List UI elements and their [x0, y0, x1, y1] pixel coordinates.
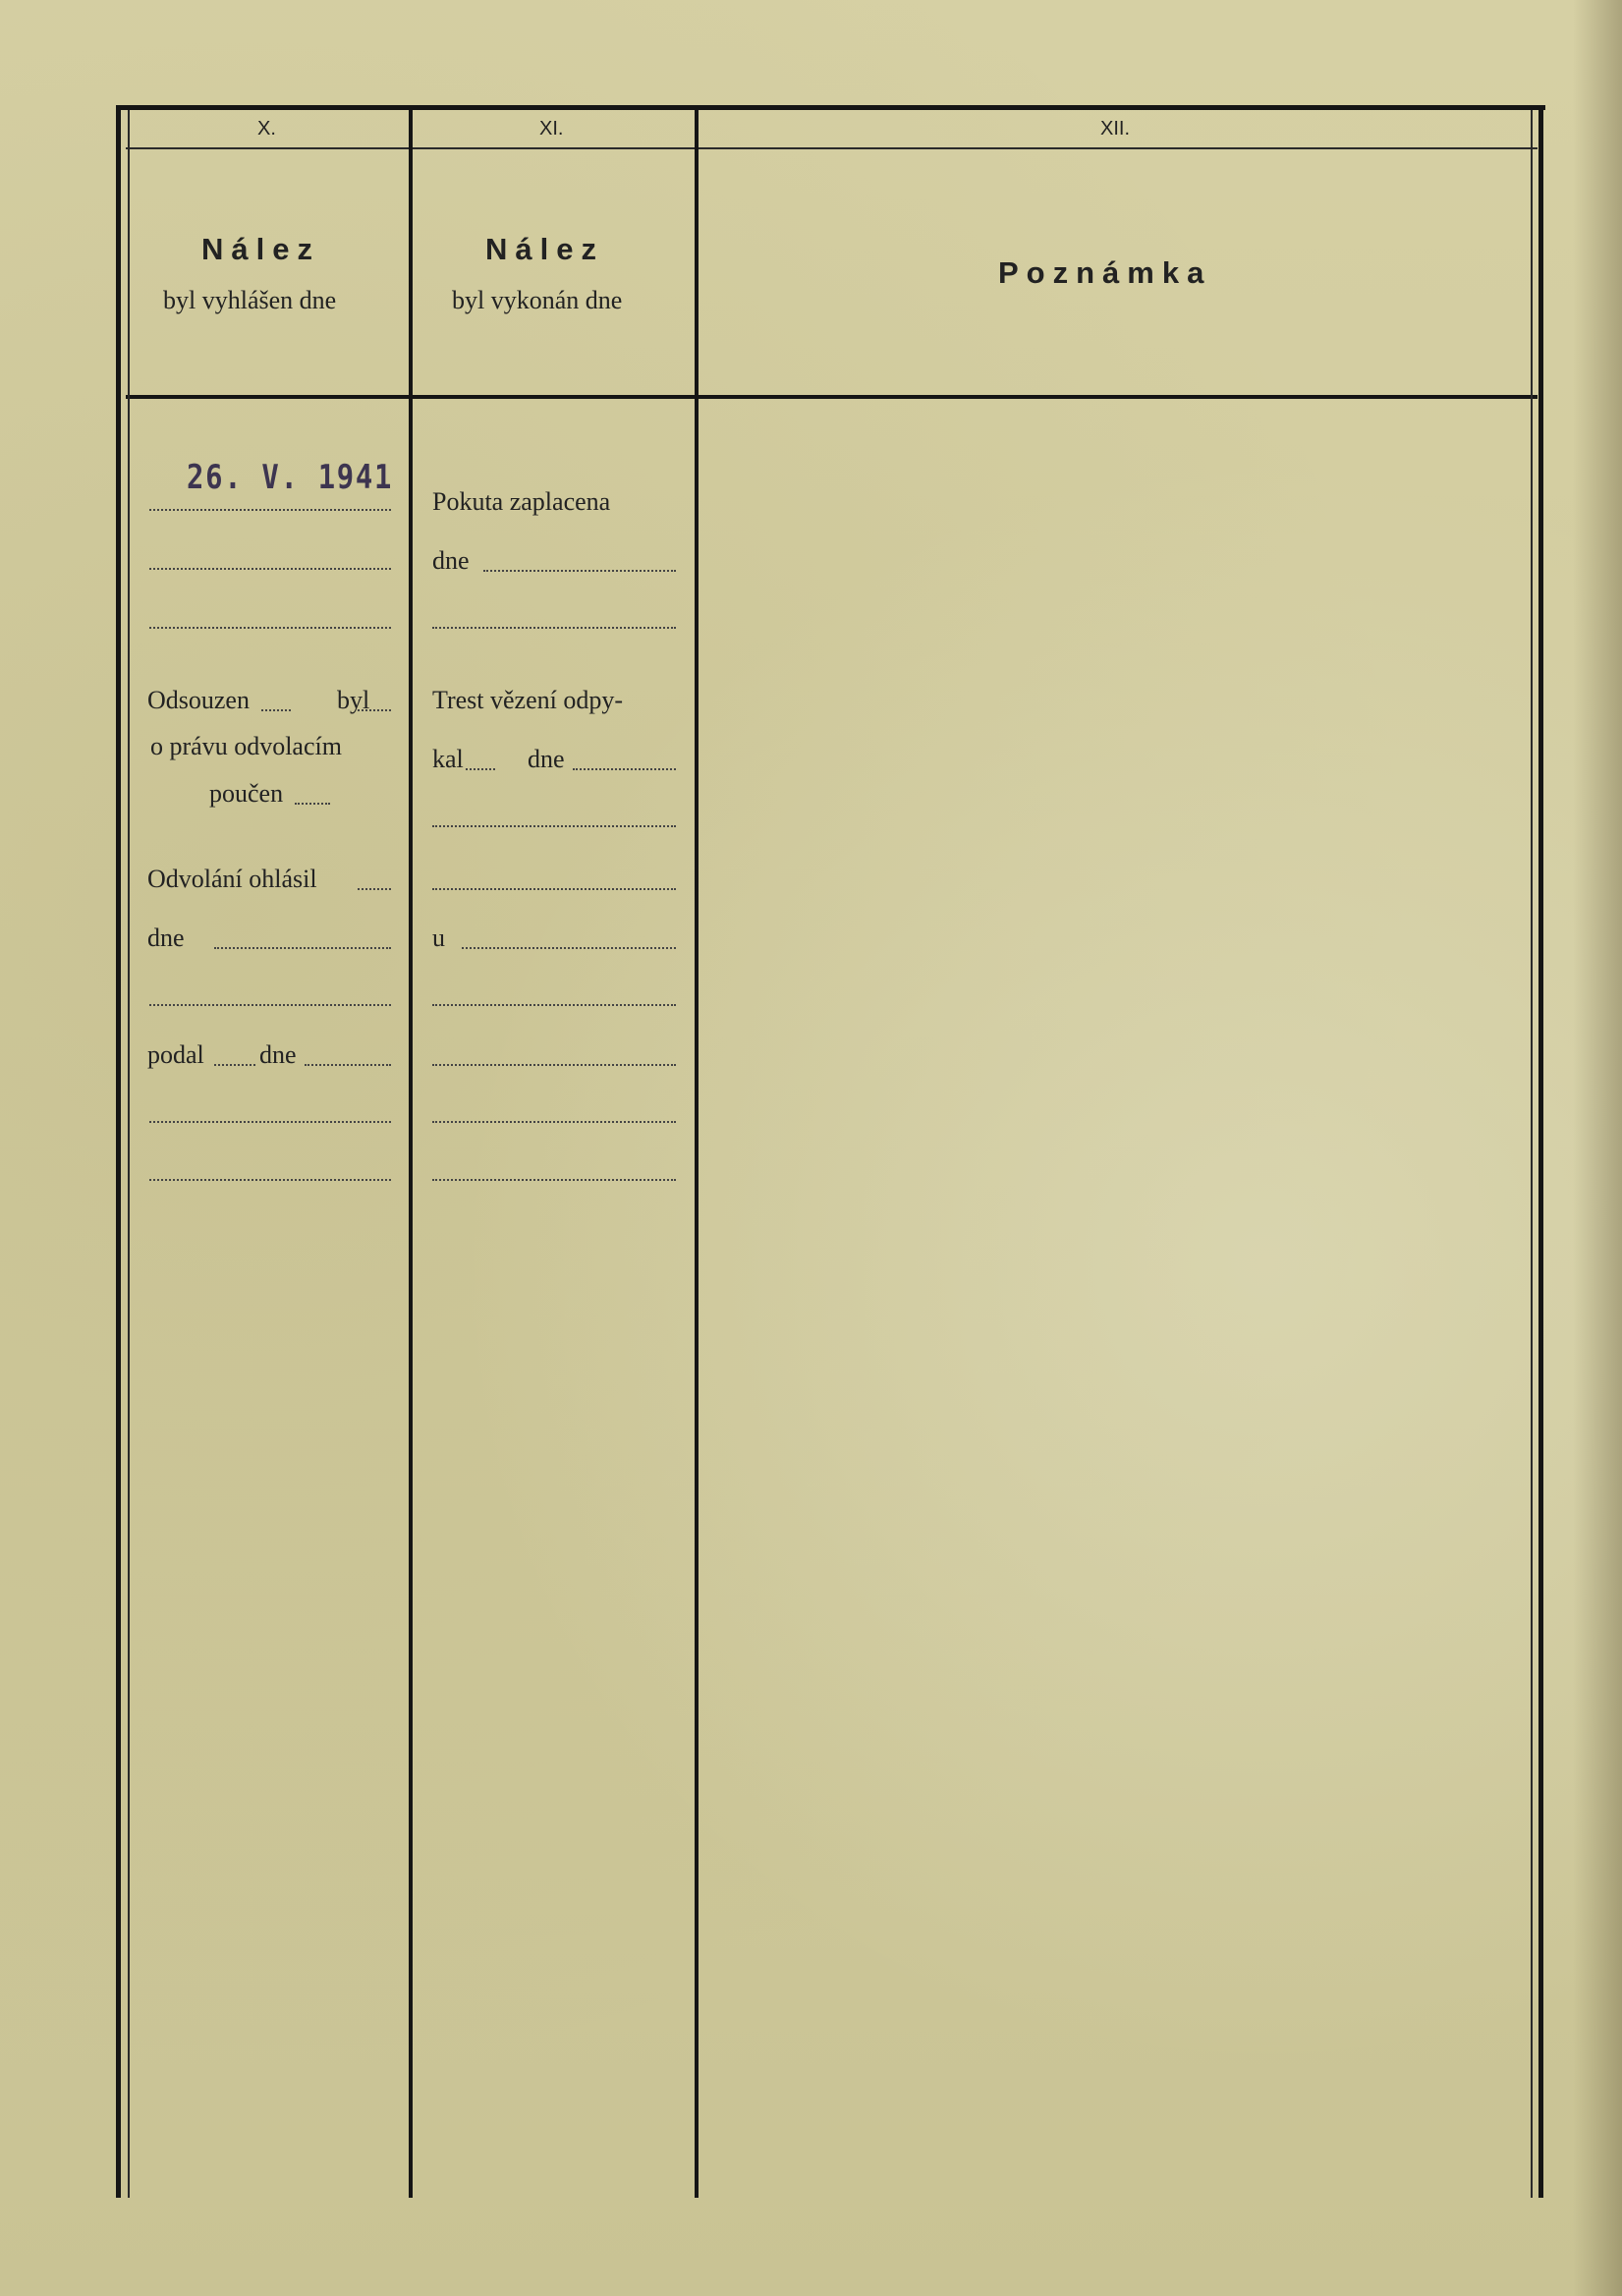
col-x-odsouzen: Odsouzen	[147, 686, 250, 714]
col-x-o-pravu: o právu odvolacím	[150, 732, 342, 760]
col-xii-title: Poznámka	[998, 255, 1212, 290]
col-xi-line-1	[432, 627, 676, 629]
col-x-podal-dots	[214, 1064, 255, 1066]
frame-header-inner-line	[126, 147, 1538, 149]
col-x-byl-dots	[358, 709, 391, 711]
col-x-poucen-dots	[295, 803, 330, 805]
col-x-podal: podal	[147, 1040, 204, 1069]
column-divider-2	[695, 110, 699, 2198]
col-xi-number: XI.	[539, 118, 564, 140]
col-xi-dne-2-dots	[573, 768, 676, 770]
col-x-subtitle: byl vyhlášen dne	[163, 286, 337, 314]
col-x-line-4	[149, 1004, 391, 1006]
col-x-byl: byl	[337, 686, 370, 714]
col-x-odsouzen-dots	[261, 709, 291, 711]
col-xi-line-6	[432, 1121, 676, 1123]
col-xi-kal: kal	[432, 745, 464, 773]
col-x-line-6	[149, 1179, 391, 1181]
col-x-odvolani-dots	[358, 888, 391, 890]
col-xii-number: XII.	[1100, 118, 1131, 140]
col-xi-line-2	[432, 825, 676, 827]
col-x-dne-1: dne	[147, 924, 185, 952]
col-x-odvolani: Odvolání ohlásil	[147, 865, 317, 893]
frame-top-line	[116, 105, 1545, 110]
col-x-line-5	[149, 1121, 391, 1123]
col-xi-kal-dots	[466, 768, 495, 770]
col-x-title: Nález	[201, 232, 320, 266]
date-stamp: 26. V. 1941	[187, 458, 394, 497]
frame-right-outer	[1538, 105, 1543, 2198]
col-xi-subtitle: byl vykonán dne	[452, 286, 623, 314]
col-xi-dne-1-dots	[483, 570, 676, 572]
col-x-dne-1-dots	[214, 947, 391, 949]
col-x-number: X.	[257, 118, 276, 140]
col-x-line-1	[149, 509, 391, 511]
paper-edge-shadow	[1573, 0, 1622, 2296]
col-xi-dne-2: dne	[528, 745, 565, 773]
col-x-dne-2-dots	[305, 1064, 391, 1066]
col-xi-title: Nález	[485, 232, 604, 266]
col-x-poucen: poučen	[209, 779, 284, 808]
frame-left-inner	[128, 110, 130, 2198]
col-xi-dne-1: dne	[432, 546, 470, 575]
col-xi-trest: Trest vězení odpy-	[432, 686, 624, 714]
col-x-line-3	[149, 627, 391, 629]
frame-right-inner	[1531, 110, 1533, 2198]
col-x-dne-2: dne	[259, 1040, 297, 1069]
frame-header-bottom-line	[126, 395, 1538, 399]
col-xi-u: u	[432, 924, 445, 952]
col-xi-line-3	[432, 888, 676, 890]
frame-left-outer	[116, 105, 121, 2198]
col-xi-line-7	[432, 1179, 676, 1181]
col-xi-line-4	[432, 1004, 676, 1006]
col-x-line-2	[149, 568, 391, 570]
column-divider-1	[409, 110, 413, 2198]
col-xi-u-dots	[462, 947, 676, 949]
col-xi-line-5	[432, 1064, 676, 1066]
col-xi-pokuta: Pokuta zaplacena	[432, 487, 611, 516]
